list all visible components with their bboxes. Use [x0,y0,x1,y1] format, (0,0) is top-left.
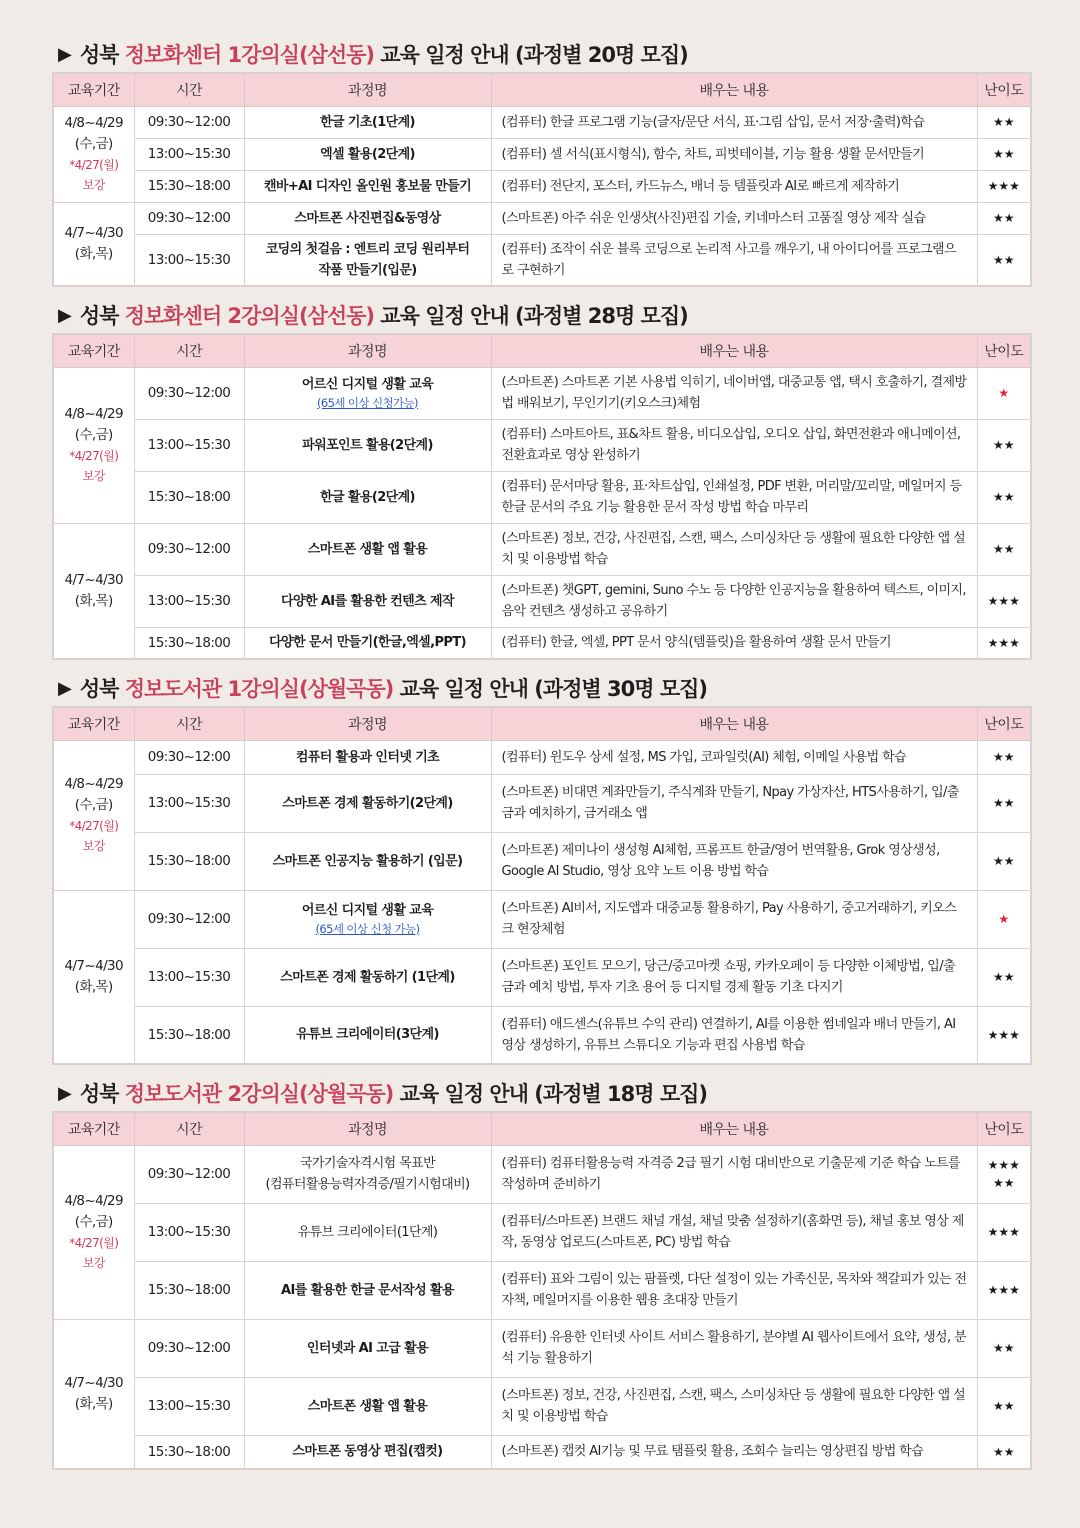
period-cell [53,367,134,523]
star-rating-icon: ★★ [992,252,1015,267]
table-header-row [53,334,1031,367]
time-cell: 13:00~15:30 [134,419,244,471]
triangle-right-icon: ▶ [58,1082,71,1104]
section-title [52,670,1030,706]
difficulty-cell [977,419,1031,471]
time-cell: 13:00~15:30 [134,138,244,170]
content-cell: (컴퓨터) 한글 프로그램 기능(글자/문단 서식, 표·그림 삽입, 문서 저장·출력)학습 [491,106,977,138]
schedule-table [52,1111,1032,1470]
schedule-section [52,1075,1030,1470]
header-course: 과정명 [244,73,491,106]
schedule-section [52,670,1030,1065]
header-content: 배우는 내용 [491,73,977,106]
table-row [53,627,1031,659]
section-title-location: 정보화센터 1강의실(삼선동) [124,43,374,67]
time-cell: 15:30~18:00 [134,471,244,523]
header-content: 배우는 내용 [491,707,977,740]
star-rating-icon: ★★ [992,490,1015,504]
course-name: 스마트폰 동영상 편집(캡컷) [292,1444,443,1460]
period-cell [53,523,134,659]
time-cell: 13:00~15:30 [134,1377,244,1435]
course-cell [244,523,491,575]
course-name: 스마트폰 경제 활동하기(2단계) [282,795,453,811]
schedule-table [52,706,1032,1065]
course-cell [244,202,491,234]
star-rating-icon: ★★ [992,854,1015,868]
header-time: 시간 [134,1112,244,1145]
header-course: 과정명 [244,707,491,740]
period-cell [53,1145,134,1319]
table-header-row [53,707,1031,740]
period-text: 4/8~4/29 (수,금) [64,1193,124,1230]
difficulty-cell [977,774,1031,832]
course-cell [244,1435,491,1469]
course-name: 파워포인트 활용(2단계) [302,437,433,453]
course-name: AI를 활용한 한글 문서작성 활용 [281,1282,454,1298]
period-text: 4/7~4/30 (화,목) [64,224,124,262]
header-period: 교육기간 [53,334,134,367]
table-row [53,202,1031,234]
table-row [53,774,1031,832]
star-rating-icon: ★★★ [987,1225,1020,1239]
header-content: 배우는 내용 [491,1112,977,1145]
section-title-location: 정보화센터 2강의실(삼선동) [124,304,374,328]
course-name: 스마트폰 생활 앱 활용 [307,541,428,557]
period-text: 4/7~4/30 (화,목) [64,957,124,995]
section-title-suffix: 교육 일정 안내 (과정별 30명 모집) [393,677,708,701]
time-cell: 13:00~15:30 [134,234,244,286]
age-eligibility-link[interactable]: (65세 이상 신청 가능) [315,922,420,936]
table-row [53,1435,1031,1469]
course-cell [244,575,491,627]
table-row [53,1377,1031,1435]
course-cell [244,832,491,890]
age-eligibility-link[interactable]: (65세 이상 신청가능) [317,396,418,410]
course-name: 국가기술자격시험 목표반 (컴퓨터활용능력자격증/필기시험대비) [265,1156,470,1192]
difficulty-cell [977,740,1031,774]
period-cell [53,106,134,202]
table-row [53,832,1031,890]
star-rating-icon: ★★ [992,115,1015,129]
time-cell: 09:30~12:00 [134,740,244,774]
content-cell: (스마트폰) 포인트 모으기, 당근/중고마켓 쇼핑, 카카오페이 등 다양한 이체방법, 입/출금과 예치 방법, 투자 기초 용어 등 디지털 경제 활동 기초 다지기 [491,948,977,1006]
course-name: 유튜브 크리에이터(3단계) [296,1027,439,1043]
period-cell [53,740,134,890]
table-row [53,740,1031,774]
content-cell: (스마트폰) 캡컷 AI기능 및 무료 탬플릿 활용, 조회수 늘리는 영상편집 방법 학습 [491,1435,977,1469]
header-period: 교육기간 [53,73,134,106]
triangle-right-icon: ▶ [58,677,71,699]
content-cell: (스마트폰) 제미나이 생성형 AI체험, 프롬프트 한글/영어 번역활용, Grok 영상생성, Google AI Studio, 영상 요약 노트 이용 방법 학습 [491,832,977,890]
table-row [53,419,1031,471]
table-header-row [53,73,1031,106]
header-level: 난이도 [977,334,1031,367]
time-cell: 09:30~12:00 [134,523,244,575]
course-cell [244,419,491,471]
table-row [53,138,1031,170]
difficulty-cell [977,1203,1031,1261]
star-rating-icon: ★★ [992,796,1015,810]
table-row [53,890,1031,948]
period-cell [53,202,134,286]
course-cell [244,106,491,138]
course-cell [244,234,491,286]
star-rating-icon: ★★★ [987,179,1020,193]
difficulty-cell [977,948,1031,1006]
difficulty-cell [977,106,1031,138]
content-cell: (컴퓨터) 셀 서식(표시형식), 함수, 차트, 피벗테이블, 기능 활용 생활 문서만들기 [491,138,977,170]
difficulty-cell [977,1435,1031,1469]
header-content: 배우는 내용 [491,334,977,367]
course-cell [244,170,491,202]
section-title-location: 정보도서관 1강의실(상월곡동) [124,677,394,701]
course-name: 어르신 디지털 생활 교육 [301,377,434,392]
header-period: 교육기간 [53,1112,134,1145]
course-name: 인터넷과 AI 고급 활용 [306,1340,429,1356]
triangle-right-icon: ▶ [58,304,71,326]
content-cell: (스마트폰) 비대면 계좌만들기, 주식계좌 만들기, Npay 가상자산, HTS사용하기, 입/출금과 예치하기, 금거래소 앱 [491,774,977,832]
table-row [53,367,1031,419]
schedule-section [52,297,1030,660]
difficulty-cell [977,367,1031,419]
table-row [53,106,1031,138]
header-level: 난이도 [977,1112,1031,1145]
time-cell: 13:00~15:30 [134,774,244,832]
section-title-prefix: 성북 [79,43,125,67]
star-rating-icon: ★★★ ★★ [987,1158,1020,1190]
header-level: 난이도 [977,73,1031,106]
content-cell: (컴퓨터) 문서마당 활용, 표·차트삽입, 인쇄설정, PDF 변환, 머리말/꼬리말, 메일머지 등 한글 문서의 주요 기능 활용한 문서 작성 방법 학습 마무리 [491,471,977,523]
section-title-suffix: 교육 일정 안내 (과정별 18명 모집) [393,1082,708,1106]
star-rating-icon: ★ [998,912,1010,926]
table-row [53,471,1031,523]
star-rating-icon: ★★ [992,1444,1015,1459]
course-name: 다양한 AI를 활용한 컨텐츠 제작 [281,593,454,609]
section-title-prefix: 성북 [79,1082,125,1106]
content-cell: (컴퓨터) 전단지, 포스터, 카드뉴스, 배너 등 템플릿과 AI로 빠르게 제작하기 [491,170,977,202]
course-name: 스마트폰 인공지능 활용하기 (입문) [272,853,463,869]
difficulty-cell [977,575,1031,627]
content-cell: (스마트폰) 챗GPT, gemini, Suno 수노 등 다양한 인공지능을 활용하여 텍스트, 이미지, 음악 컨텐츠 생성하고 공유하기 [491,575,977,627]
course-name: 한글 기초(1단계) [320,114,415,130]
period-text: 4/8~4/29 (수,금) [64,115,124,152]
content-cell: (스마트폰) 아주 쉬운 인생샷(사진)편집 기술, 키네마스터 고품질 영상 제작 실습 [491,202,977,234]
time-cell: 09:30~12:00 [134,106,244,138]
content-cell: (컴퓨터) 애드센스(유튜브 수익 관리) 연결하기, AI를 이용한 썸네일과 배너 만들기, AI 영상 생성하기, 유튜브 스튜디오 기능과 편집 사용법 학습 [491,1006,977,1064]
schedule-table [52,333,1032,660]
header-time: 시간 [134,73,244,106]
section-title [52,36,1030,72]
makeup-note: *4/27(월) 보강 [69,158,119,192]
course-name: 스마트폰 생활 앱 활용 [307,1398,428,1414]
period-text: 4/7~4/30 (화,목) [64,1374,124,1412]
time-cell: 13:00~15:30 [134,948,244,1006]
time-cell: 09:30~12:00 [134,1145,244,1203]
content-cell: (스마트폰) 정보, 건강, 사진편집, 스캔, 팩스, 스미싱차단 등 생활에 필요한 다양한 앱 설치 및 이용방법 학습 [491,1377,977,1435]
course-name: 컴퓨터 활용과 인터넷 기초 [295,749,440,765]
time-cell: 13:00~15:30 [134,1203,244,1261]
course-cell [244,740,491,774]
content-cell: (스마트폰) AI비서, 지도앱과 대중교통 활용하기, Pay 사용하기, 중고거래하기, 키오스크 현장체험 [491,890,977,948]
difficulty-cell [977,523,1031,575]
difficulty-cell [977,1145,1031,1203]
star-rating-icon: ★★ [992,970,1015,984]
content-cell: (컴퓨터) 스마트아트, 표&차트 활용, 비디오삽입, 오디오 삽입, 화면전환과 애니메이션, 전환효과로 영상 완성하기 [491,419,977,471]
table-row [53,1145,1031,1203]
header-time: 시간 [134,334,244,367]
course-cell [244,367,491,419]
triangle-right-icon: ▶ [58,43,71,65]
section-title-suffix: 교육 일정 안내 (과정별 28명 모집) [374,304,688,328]
difficulty-cell [977,832,1031,890]
course-cell [244,1377,491,1435]
star-rating-icon: ★★ [992,1399,1015,1413]
content-cell: (컴퓨터) 윈도우 상세 설정, MS 가입, 코파일럿(AI) 체험, 이메일 사용법 학습 [491,740,977,774]
course-cell [244,774,491,832]
difficulty-cell [977,1377,1031,1435]
content-cell: (컴퓨터) 한글, 엑셀, PPT 문서 양식(템플릿)을 활용하여 생활 문서 만들기 [491,627,977,659]
time-cell: 15:30~18:00 [134,832,244,890]
section-title [52,297,1030,333]
makeup-note: *4/27(월) 보강 [69,1236,119,1270]
course-name: 캔바+AI 디자인 올인원 홍보물 만들기 [263,178,472,194]
course-name: 스마트폰 경제 활동하기 (1단계) [280,969,455,985]
course-name: 스마트폰 사진편집&동영상 [294,210,441,226]
time-cell: 15:30~18:00 [134,627,244,659]
course-cell [244,138,491,170]
table-row [53,575,1031,627]
star-rating-icon: ★★★ [987,1283,1020,1297]
star-rating-icon: ★★★ [987,594,1020,608]
header-course: 과정명 [244,334,491,367]
table-row [53,1006,1031,1064]
header-period: 교육기간 [53,707,134,740]
difficulty-cell [977,170,1031,202]
course-name: 한글 활용(2단계) [320,489,415,505]
star-rating-icon: ★ [998,386,1010,400]
period-text: 4/8~4/29 (수,금) [64,406,124,443]
table-row [53,234,1031,286]
section-title-prefix: 성북 [79,677,125,701]
makeup-note: *4/27(월) 보강 [69,449,119,483]
time-cell: 09:30~12:00 [134,890,244,948]
course-cell [244,1145,491,1203]
period-text: 4/8~4/29 (수,금) [64,776,124,813]
course-name: 엑셀 활용(2단계) [320,146,415,162]
course-name: 다양한 문서 만들기(한글,엑셀,PPT) [269,635,466,651]
period-text: 4/7~4/30 (화,목) [64,571,124,609]
time-cell: 09:30~12:00 [134,202,244,234]
content-cell: (스마트폰) 정보, 건강, 사진편집, 스캔, 팩스, 스미싱차단 등 생활에 필요한 다양한 앱 설치 및 이용방법 학습 [491,523,977,575]
header-level: 난이도 [977,707,1031,740]
star-rating-icon: ★★ [992,147,1015,161]
star-rating-icon: ★★ [992,211,1015,225]
content-cell: (컴퓨터/스마트폰) 브랜드 채널 개설, 채널 맞춤 설정하기(홈화면 등), 채널 홍보 영상 제작, 동영상 업로드(스마트폰, PC) 방법 학습 [491,1203,977,1261]
content-cell: (스마트폰) 스마트폰 기본 사용법 익히기, 네이버앱, 대중교통 앱, 택시 호출하기, 결제방법 배워보기, 무인기기(키오스크)체험 [491,367,977,419]
table-row [53,948,1031,1006]
period-cell [53,890,134,1064]
content-cell: (컴퓨터) 표와 그림이 있는 팜플렛, 다단 설정이 있는 가족신문, 목차와 책갈피가 있는 전자책, 메일머지를 이용한 웹용 초대장 만들기 [491,1261,977,1319]
difficulty-cell [977,627,1031,659]
course-cell [244,890,491,948]
content-cell: (컴퓨터) 조작이 쉬운 블록 코딩으로 논리적 사고를 깨우기, 내 아이디어를 프로그램으로 구현하기 [491,234,977,286]
course-cell [244,1006,491,1064]
difficulty-cell [977,1006,1031,1064]
difficulty-cell [977,202,1031,234]
table-row [53,1261,1031,1319]
header-time: 시간 [134,707,244,740]
star-rating-icon: ★★★ [987,1027,1020,1042]
star-rating-icon: ★★ [992,1341,1015,1355]
content-cell: (컴퓨터) 유용한 인터넷 사이트 서비스 활용하기, 분야별 AI 웹사이트에서 요약, 생성, 분석 기능 활용하기 [491,1319,977,1377]
time-cell: 09:30~12:00 [134,1319,244,1377]
star-rating-icon: ★★ [992,542,1015,556]
course-cell [244,1261,491,1319]
header-course: 과정명 [244,1112,491,1145]
schedule-table [52,72,1032,287]
time-cell: 15:30~18:00 [134,1006,244,1064]
course-cell [244,948,491,1006]
table-row [53,523,1031,575]
section-title [52,1075,1030,1111]
course-cell [244,627,491,659]
time-cell: 15:30~18:00 [134,170,244,202]
content-cell: (컴퓨터) 컴퓨터활용능력 자격증 2급 필기 시험 대비반으로 기출문제 기준 학습 노트를 작성하며 준비하기 [491,1145,977,1203]
schedule-section [52,36,1030,287]
difficulty-cell [977,138,1031,170]
time-cell: 09:30~12:00 [134,367,244,419]
time-cell: 15:30~18:00 [134,1435,244,1469]
table-row [53,170,1031,202]
course-name: 유튜브 크리에이터(1단계) [297,1224,438,1240]
star-rating-icon: ★★ [992,750,1015,764]
table-row [53,1203,1031,1261]
course-cell [244,1319,491,1377]
table-header-row [53,1112,1031,1145]
difficulty-cell [977,234,1031,286]
difficulty-cell [977,471,1031,523]
difficulty-cell [977,1319,1031,1377]
course-name: 코딩의 첫걸음 : 엔트리 코딩 원리부터 작품 만들기(입문) [265,241,470,278]
course-cell [244,471,491,523]
course-cell [244,1203,491,1261]
difficulty-cell [977,890,1031,948]
star-rating-icon: ★★ [992,438,1015,452]
makeup-note: *4/27(월) 보강 [69,819,119,853]
time-cell: 13:00~15:30 [134,575,244,627]
period-cell [53,1319,134,1469]
section-title-prefix: 성북 [79,304,125,328]
course-name: 어르신 디지털 생활 교육 [301,903,434,918]
time-cell: 15:30~18:00 [134,1261,244,1319]
star-rating-icon: ★★★ [987,635,1020,650]
section-title-location: 정보도서관 2강의실(상월곡동) [124,1082,394,1106]
difficulty-cell [977,1261,1031,1319]
section-title-suffix: 교육 일정 안내 (과정별 20명 모집) [374,43,688,67]
table-row [53,1319,1031,1377]
